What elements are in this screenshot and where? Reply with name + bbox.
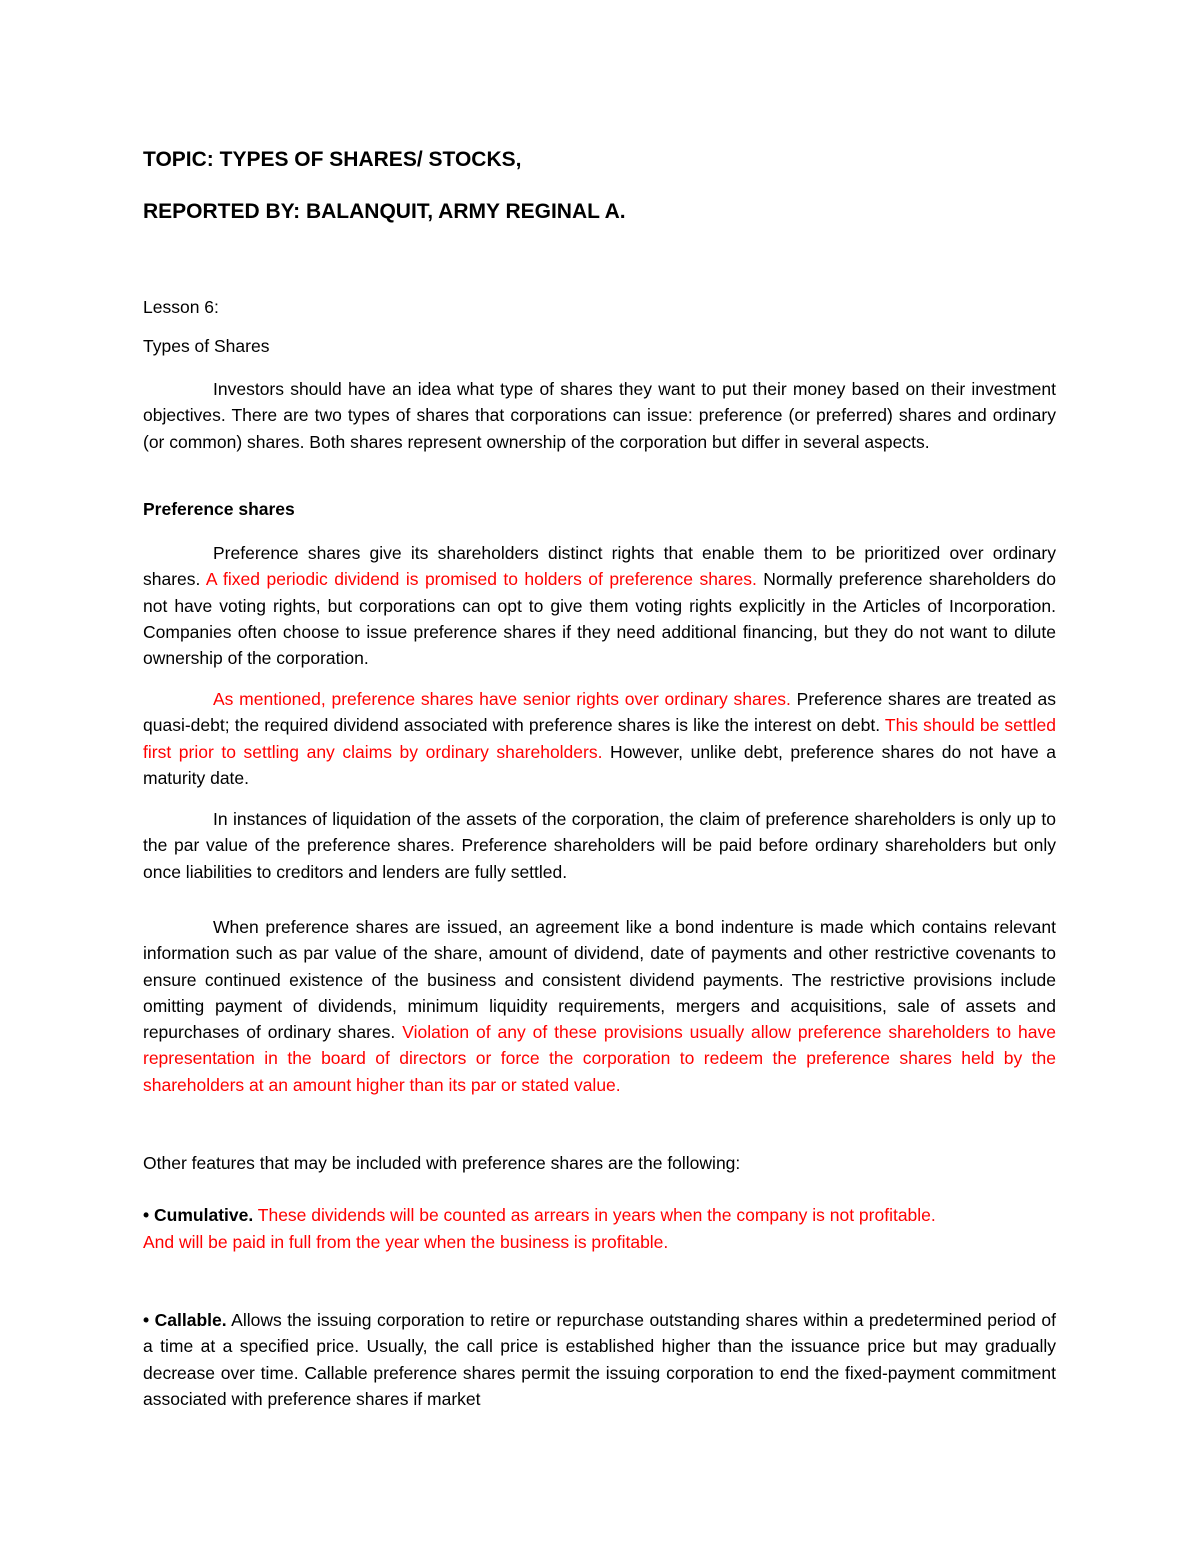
preference-paragraph-1: [143, 540, 1056, 671]
callable-item: [143, 1307, 1056, 1412]
cumulative-item: [143, 1204, 936, 1226]
callable-bullet: •: [143, 1310, 150, 1330]
preference-shares-heading: [143, 498, 295, 520]
cumulative-line-1: These dividends will be counted as arrears in years when the company is not profitable.: [257, 1205, 936, 1225]
cumulative-term: Cumulative.: [154, 1205, 254, 1225]
intro-paragraph: Investors should have an idea what type of shares they want to put their money based on their investment objectives. There are two types of shares that corporations can issue: preference (or preferred) shares and ordinary (or common) shares. Both shares represent ownership of the corporation but differ in several aspects.: [143, 379, 1056, 452]
p2-highlight-a: As mentioned, preference shares have senior rights over ordinary shares.: [213, 689, 791, 709]
p4-highlight-b: Violation of any of these provisions usually allow preference shareholders to have representation in the board of directors or force the corporation to redeem the preference shares held by the shareholders at an amount higher than its par or stated value.: [143, 1022, 1056, 1095]
p2-text-d: However, unlike debt, preference shares do not have a maturity date.: [143, 741, 1056, 788]
p4-text-a: When preference shares are issued, an agreement like a bond indenture is made which contains relevant information such as par value of the share, amount of dividend, date of payments and other restrictive covenants to ensure continued existence of the business and consistent dividend payments. The restrictive provisions include omitting payment of dividends, minimum liquidity requirements, mergers and acquisitions, sale of assets and repurchases of ordinary shares.: [143, 917, 1056, 1043]
cumulative-line-2: And will be paid in full from the year when the business is profitable.: [143, 1232, 669, 1252]
callable-term: Callable.: [154, 1310, 227, 1330]
preference-paragraph-3: In instances of liquidation of the assets of the corporation, the claim of preference shareholders is only up to the par value of the preference shares. Preference shareholders will be paid before ordinary shareholders but only once liabilities to creditors and lenders are fully settled.: [143, 809, 1056, 882]
callable-text: Allows the issuing corporation to retire or repurchase outstanding shares within a predetermined period of a time at a specified price. Usually, the call price is established higher than the issuance price but may gradually decrease over time. Callable preference shares permit the issuing corporation to end the fixed-payment commitment associated with preference shares if market: [143, 1310, 1056, 1409]
lesson-number: Lesson 6:: [143, 297, 219, 317]
p1-text-c: Normally preference shareholders do not have voting rights, but corporations can opt to give them voting rights explicitly in the Articles of Incorporation. Companies often choose to issue preference shares if they need additional financing, but they do not want to dilute ownership of the corporation.: [143, 569, 1056, 669]
lesson-title: Types of Shares: [143, 336, 270, 356]
preference-paragraph-2: [143, 686, 1056, 791]
features-intro: Other features that may be included with preference shares are the following:: [143, 1153, 741, 1173]
p2-text-b: Preference shares are treated as quasi-debt; the required dividend associated with preference shares is like the interest on debt.: [143, 689, 1057, 736]
p1-text-a: Preference shares give its shareholders distinct rights that enable them to be prioritized over ordinary shares.: [143, 543, 1056, 590]
p2-highlight-c: This should be settled first prior to settling any claims by ordinary shareholders.: [143, 715, 1056, 762]
topic-heading: TOPIC: TYPES OF SHARES/ STOCKS,: [143, 148, 522, 171]
p1-highlight: A fixed periodic dividend is promised to holders of preference shares.: [205, 569, 757, 590]
cumulative-bullet: •: [143, 1205, 150, 1225]
reported-by-heading: REPORTED BY: BALANQUIT, ARMY REGINAL A.: [143, 200, 626, 223]
preference-heading-text: Preference shares: [143, 499, 295, 519]
preference-paragraph-4: [143, 914, 1056, 1098]
